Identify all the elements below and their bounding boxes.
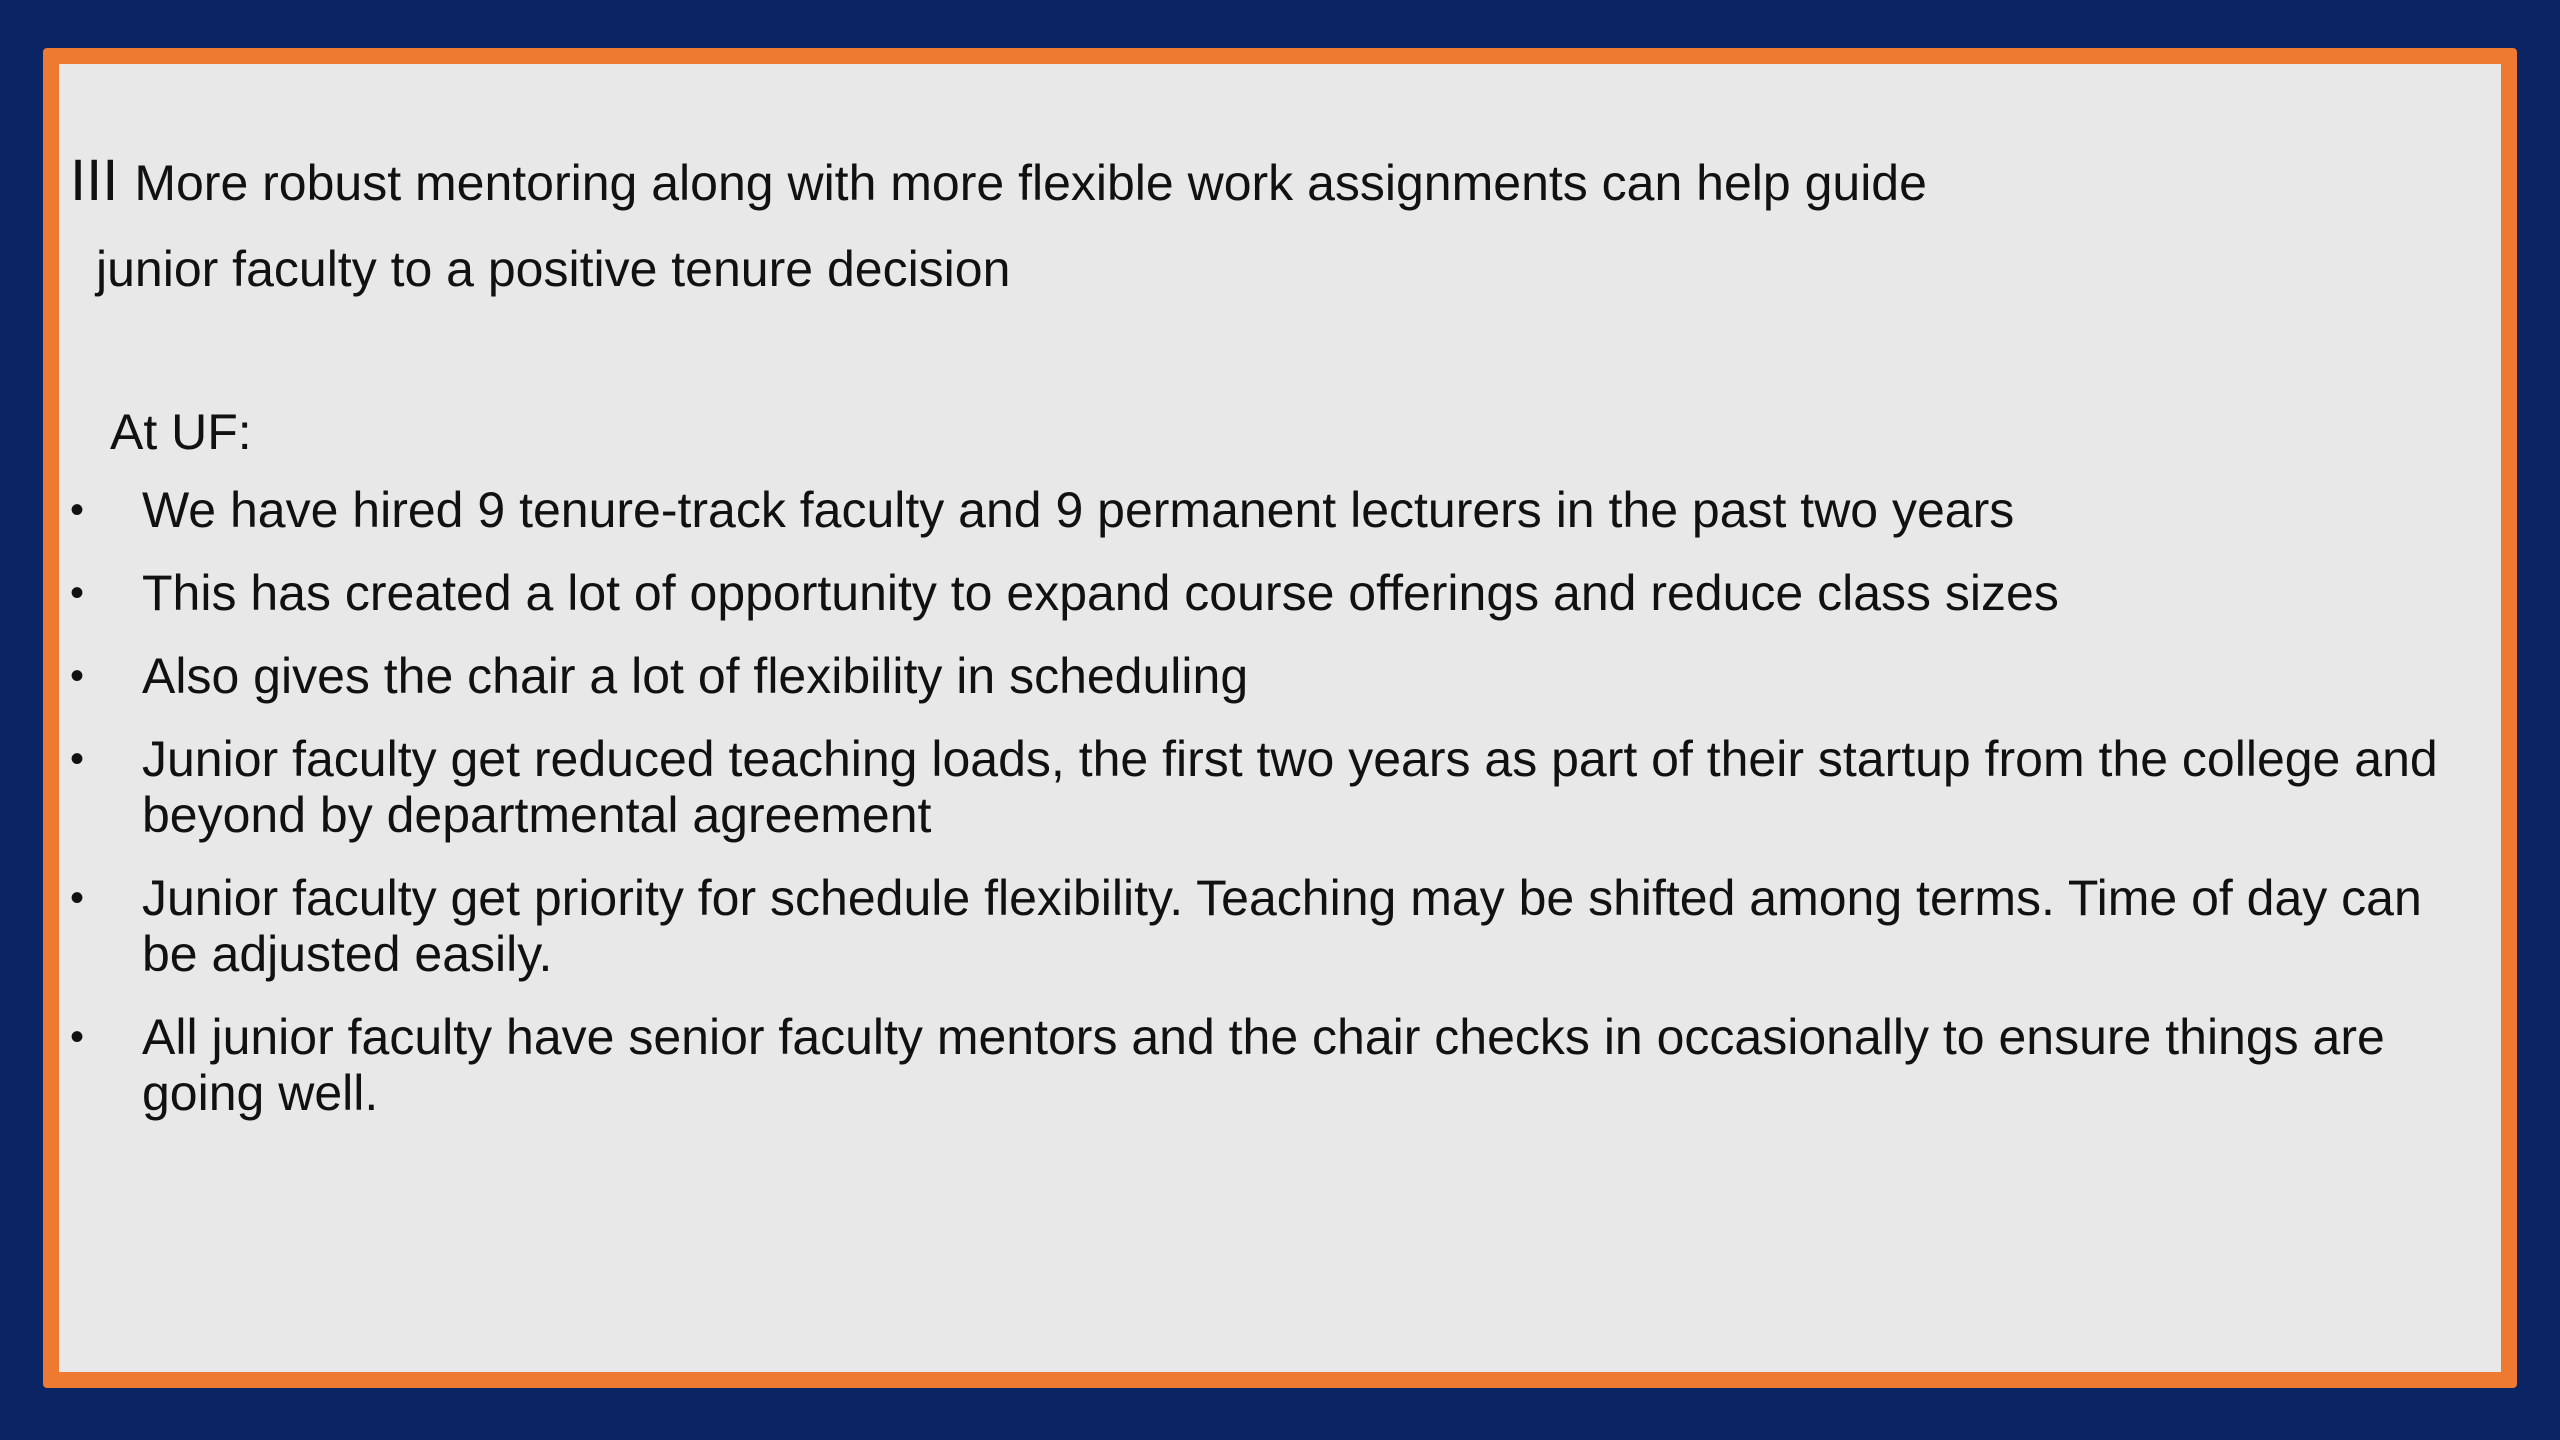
bullet-text: Junior faculty get priority for schedule flexibility. Teaching may be shifted among terms. Time of day can be adjusted easily. <box>142 870 2422 982</box>
bullet-text: All junior faculty have senior faculty mentors and the chair checks in occasionally to ensure things are going well. <box>142 1009 2385 1121</box>
bullet-icon: • <box>70 488 85 532</box>
bullet-item-3 <box>70 648 2470 704</box>
heading-text-1: More robust mentoring along with more flexible work assignments can help guide <box>134 155 1927 211</box>
subheading-at-uf: At UF: <box>110 404 252 460</box>
slide-heading <box>70 138 2450 312</box>
bullet-text: We have hired 9 tenure-track faculty and 9 permanent lecturers in the past two years <box>142 482 2015 538</box>
bullet-list <box>70 482 2470 1148</box>
bullet-icon: • <box>70 876 85 920</box>
section-numeral: III <box>70 148 119 213</box>
bullet-item-6 <box>70 1009 2470 1121</box>
bullet-icon: • <box>70 737 85 781</box>
bullet-text: Also gives the chair a lot of flexibility in scheduling <box>142 648 1249 704</box>
heading-line-2: junior faculty to a positive tenure decision <box>96 241 1011 297</box>
bullet-icon: • <box>70 1015 85 1059</box>
bullet-item-2 <box>70 565 2470 621</box>
bullet-item-4 <box>70 731 2470 843</box>
bullet-text: This has created a lot of opportunity to expand course offerings and reduce class sizes <box>142 565 2059 621</box>
bullet-item-1 <box>70 482 2470 538</box>
heading-line-1 <box>70 138 2450 226</box>
bullet-item-5 <box>70 870 2470 982</box>
bullet-icon: • <box>70 571 85 615</box>
bullet-icon: • <box>70 654 85 698</box>
bullet-text: Junior faculty get reduced teaching loads, the first two years as part of their startup from the college and beyond by departmental agreement <box>142 731 2438 843</box>
